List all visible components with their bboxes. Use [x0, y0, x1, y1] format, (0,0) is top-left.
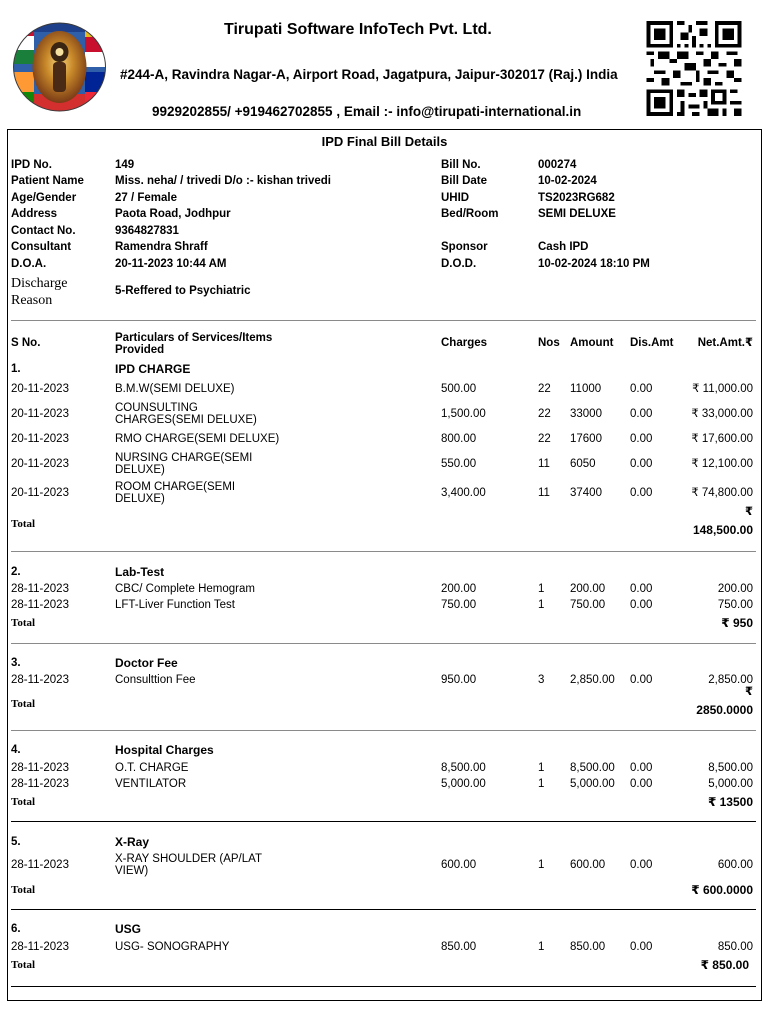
item-nos: 1 — [538, 583, 545, 595]
section-total-label: Total — [11, 698, 36, 710]
section-divider — [11, 909, 756, 910]
item-date: 20-11-2023 — [11, 383, 69, 395]
section-total-value: ₹ 850.00 — [700, 958, 749, 972]
value-consultant: Ramendra Shraff — [115, 241, 208, 253]
label-bed-room: Bed/Room — [441, 208, 499, 220]
item-dis-amt: 0.00 — [630, 941, 653, 953]
col-dis-amt: Dis.Amt — [630, 337, 674, 349]
item-net-amt: ₹ 74,800.00 — [691, 487, 753, 499]
label-sponsor: Sponsor — [441, 241, 488, 253]
label-address: Address — [11, 208, 58, 220]
value-dod: 10-02-2024 18:10 PM — [538, 258, 650, 270]
item-date: 20-11-2023 — [11, 408, 69, 420]
section-number: 1. — [11, 363, 21, 375]
item-description: USG- SONOGRAPHY — [115, 941, 230, 953]
item-description: X-RAY SHOULDER (AP/LAT — [115, 853, 262, 865]
section-number: 4. — [11, 744, 21, 756]
col-particulars-2: Provided — [115, 344, 165, 356]
item-nos: 22 — [538, 383, 551, 395]
item-nos: 1 — [538, 941, 545, 953]
item-date: 28-11-2023 — [11, 859, 69, 871]
item-dis-amt: 0.00 — [630, 762, 653, 774]
col-amount: Amount — [570, 337, 614, 349]
section-total-symbol: ₹ — [744, 686, 753, 698]
item-date: 20-11-2023 — [11, 458, 69, 470]
bill-title: IPD Final Bill Details — [321, 134, 448, 149]
section-total-symbol: ₹ — [744, 506, 753, 518]
item-charges: 5,000.00 — [441, 778, 486, 790]
section-title: X-Ray — [115, 835, 150, 849]
section-divider — [11, 551, 756, 552]
section-number: 6. — [11, 923, 21, 935]
item-dis-amt: 0.00 — [630, 674, 653, 686]
section-total-label: Total — [11, 959, 36, 971]
item-date: 28-11-2023 — [11, 599, 69, 611]
item-net-amt: ₹ 12,100.00 — [691, 458, 753, 470]
section-total-label: Total — [11, 617, 36, 629]
value-bill-no: 000274 — [538, 159, 577, 171]
item-description-cont: DELUXE) — [115, 464, 165, 476]
item-amount: 11000 — [570, 383, 602, 395]
item-description: CBC/ Complete Hemogram — [115, 583, 255, 595]
item-charges: 750.00 — [441, 599, 477, 611]
item-amount: 600.00 — [570, 859, 606, 871]
section-total-value: ₹ 13500 — [707, 795, 753, 809]
item-net-amt: ₹ 17,600.00 — [691, 433, 753, 445]
company-logo — [12, 22, 107, 112]
value-address: Paota Road, Jodhpur — [115, 208, 231, 220]
item-net-amt: 200.00 — [717, 583, 753, 595]
item-amount: 33000 — [570, 408, 602, 420]
label-age-gender: Age/Gender — [11, 192, 77, 204]
item-date: 28-11-2023 — [11, 583, 69, 595]
item-net-amt: 600.00 — [717, 859, 753, 871]
item-amount: 37400 — [570, 487, 602, 499]
item-dis-amt: 0.00 — [630, 433, 653, 445]
section-title: IPD CHARGE — [115, 362, 191, 376]
value-bill-date: 10-02-2024 — [538, 175, 597, 187]
company-contact: 9929202855/ +919462702855 , Email :- info@tirupati-international.in — [152, 104, 582, 119]
item-dis-amt: 0.00 — [630, 599, 653, 611]
item-nos: 1 — [538, 778, 545, 790]
item-nos: 1 — [538, 599, 545, 611]
section-total-label: Total — [11, 884, 36, 896]
item-dis-amt: 0.00 — [630, 778, 653, 790]
company-name: Tirupati Software InfoTech Pvt. Ltd. — [224, 21, 492, 38]
item-charges: 8,500.00 — [441, 762, 486, 774]
item-amount: 17600 — [570, 433, 602, 445]
value-bed-room: SEMI DELUXE — [538, 208, 616, 220]
col-sno: S No. — [11, 337, 41, 349]
item-description: RMO CHARGE(SEMI DELUXE) — [115, 433, 280, 445]
label-discharge-1: Discharge — [11, 276, 68, 291]
item-dis-amt: 0.00 — [630, 408, 653, 420]
item-nos: 1 — [538, 859, 545, 871]
item-charges: 550.00 — [441, 458, 477, 470]
item-charges: 200.00 — [441, 583, 477, 595]
section-divider — [11, 643, 756, 644]
label-bill-date: Bill Date — [441, 175, 488, 187]
section-total-value: ₹ 950 — [721, 616, 753, 630]
item-description-cont: VIEW) — [115, 865, 149, 877]
item-amount: 2,850.00 — [570, 674, 615, 686]
value-uhid: TS2023RG682 — [538, 192, 615, 204]
label-bill-no: Bill No. — [441, 159, 481, 171]
item-description-cont: DELUXE) — [115, 493, 165, 505]
item-nos: 22 — [538, 408, 551, 420]
item-description: NURSING CHARGE(SEMI — [115, 452, 253, 464]
value-doa: 20-11-2023 10:44 AM — [115, 258, 227, 270]
item-nos: 1 — [538, 762, 545, 774]
value-sponsor: Cash IPD — [538, 241, 589, 253]
item-dis-amt: 0.00 — [630, 487, 653, 499]
value-age-gender: 27 / Female — [115, 192, 178, 204]
label-patient-name: Patient Name — [11, 175, 84, 187]
item-amount: 5,000.00 — [570, 778, 615, 790]
item-description: Consulttion Fee — [115, 674, 196, 686]
item-amount: 850.00 — [570, 941, 606, 953]
item-amount: 8,500.00 — [570, 762, 615, 774]
item-net-amt: 5,000.00 — [708, 778, 753, 790]
item-amount: 200.00 — [570, 583, 606, 595]
item-amount: 750.00 — [570, 599, 606, 611]
value-ipd-no: 149 — [115, 159, 135, 171]
section-number: 5. — [11, 836, 21, 848]
item-date: 28-11-2023 — [11, 778, 69, 790]
section-total-value: ₹ 600.0000 — [691, 883, 753, 897]
item-description: ROOM CHARGE(SEMI — [115, 481, 236, 493]
qr-code — [645, 21, 743, 116]
section-total-value: 2850.0000 — [696, 703, 753, 717]
item-description: COUNSULTING — [115, 402, 198, 414]
label-doa: D.O.A. — [11, 258, 47, 270]
item-charges: 600.00 — [441, 859, 477, 871]
label-uhid: UHID — [441, 192, 470, 204]
item-date: 20-11-2023 — [11, 433, 69, 445]
item-dis-amt: 0.00 — [630, 458, 653, 470]
item-charges: 950.00 — [441, 674, 477, 686]
label-consultant: Consultant — [11, 241, 72, 253]
section-number: 3. — [11, 657, 21, 669]
item-description: VENTILATOR — [115, 778, 187, 790]
section-divider — [11, 730, 756, 731]
item-charges: 500.00 — [441, 383, 477, 395]
label-ipd-no: IPD No. — [11, 159, 52, 171]
item-amount: 6050 — [570, 458, 596, 470]
section-divider — [11, 821, 756, 822]
section-total-label: Total — [11, 796, 36, 808]
section-title: Doctor Fee — [115, 656, 178, 670]
item-net-amt: 2,850.00 — [708, 674, 753, 686]
item-dis-amt: 0.00 — [630, 383, 653, 395]
section-title: USG — [115, 922, 142, 936]
value-contact-no: 9364827831 — [115, 225, 179, 237]
item-date: 28-11-2023 — [11, 762, 69, 774]
item-net-amt: 8,500.00 — [708, 762, 753, 774]
section-number: 2. — [11, 566, 21, 578]
col-charges: Charges — [441, 337, 488, 349]
value-patient-name: Miss. neha/ / trivedi D/o :- kishan trivedi — [115, 175, 331, 187]
item-date: 28-11-2023 — [11, 674, 69, 686]
item-dis-amt: 0.00 — [630, 583, 653, 595]
item-nos: 3 — [538, 674, 545, 686]
item-charges: 800.00 — [441, 433, 477, 445]
item-charges: 850.00 — [441, 941, 477, 953]
item-description: B.M.W(SEMI DELUXE) — [115, 383, 235, 395]
item-charges: 1,500.00 — [441, 408, 486, 420]
item-description: LFT-Liver Function Test — [115, 599, 235, 611]
item-net-amt: 750.00 — [717, 599, 753, 611]
section-title: Lab-Test — [115, 565, 165, 579]
section-divider — [11, 986, 756, 987]
label-dod: D.O.D. — [441, 258, 477, 270]
item-nos: 11 — [538, 458, 550, 470]
company-address: #244-A, Ravindra Nagar-A, Airport Road, Jagatpura, Jaipur-302017 (Raj.) India — [120, 67, 618, 82]
item-nos: 22 — [538, 433, 551, 445]
item-description-cont: CHARGES(SEMI DELUXE) — [115, 414, 257, 426]
item-nos: 11 — [538, 487, 550, 499]
section-total-label: Total — [11, 518, 36, 530]
value-discharge-reason: 5-Reffered to Psychiatric — [115, 285, 251, 297]
item-date: 28-11-2023 — [11, 941, 69, 953]
section-title: Hospital Charges — [115, 743, 214, 757]
item-net-amt: ₹ 11,000.00 — [692, 383, 753, 395]
item-net-amt: ₹ 33,000.00 — [691, 408, 753, 420]
divider — [11, 320, 756, 321]
label-discharge-2: Reason — [11, 293, 53, 308]
col-net-amt: Net.Amt.₹ — [697, 337, 753, 349]
item-dis-amt: 0.00 — [630, 859, 653, 871]
col-nos: Nos — [538, 337, 560, 349]
item-description: O.T. CHARGE — [115, 762, 189, 774]
col-particulars-1: Particulars of Services/Items — [115, 332, 273, 344]
item-net-amt: 850.00 — [717, 941, 753, 953]
label-contact-no: Contact No. — [11, 225, 76, 237]
item-charges: 3,400.00 — [441, 487, 486, 499]
item-date: 20-11-2023 — [11, 487, 69, 499]
section-total-value: 148,500.00 — [692, 523, 753, 537]
